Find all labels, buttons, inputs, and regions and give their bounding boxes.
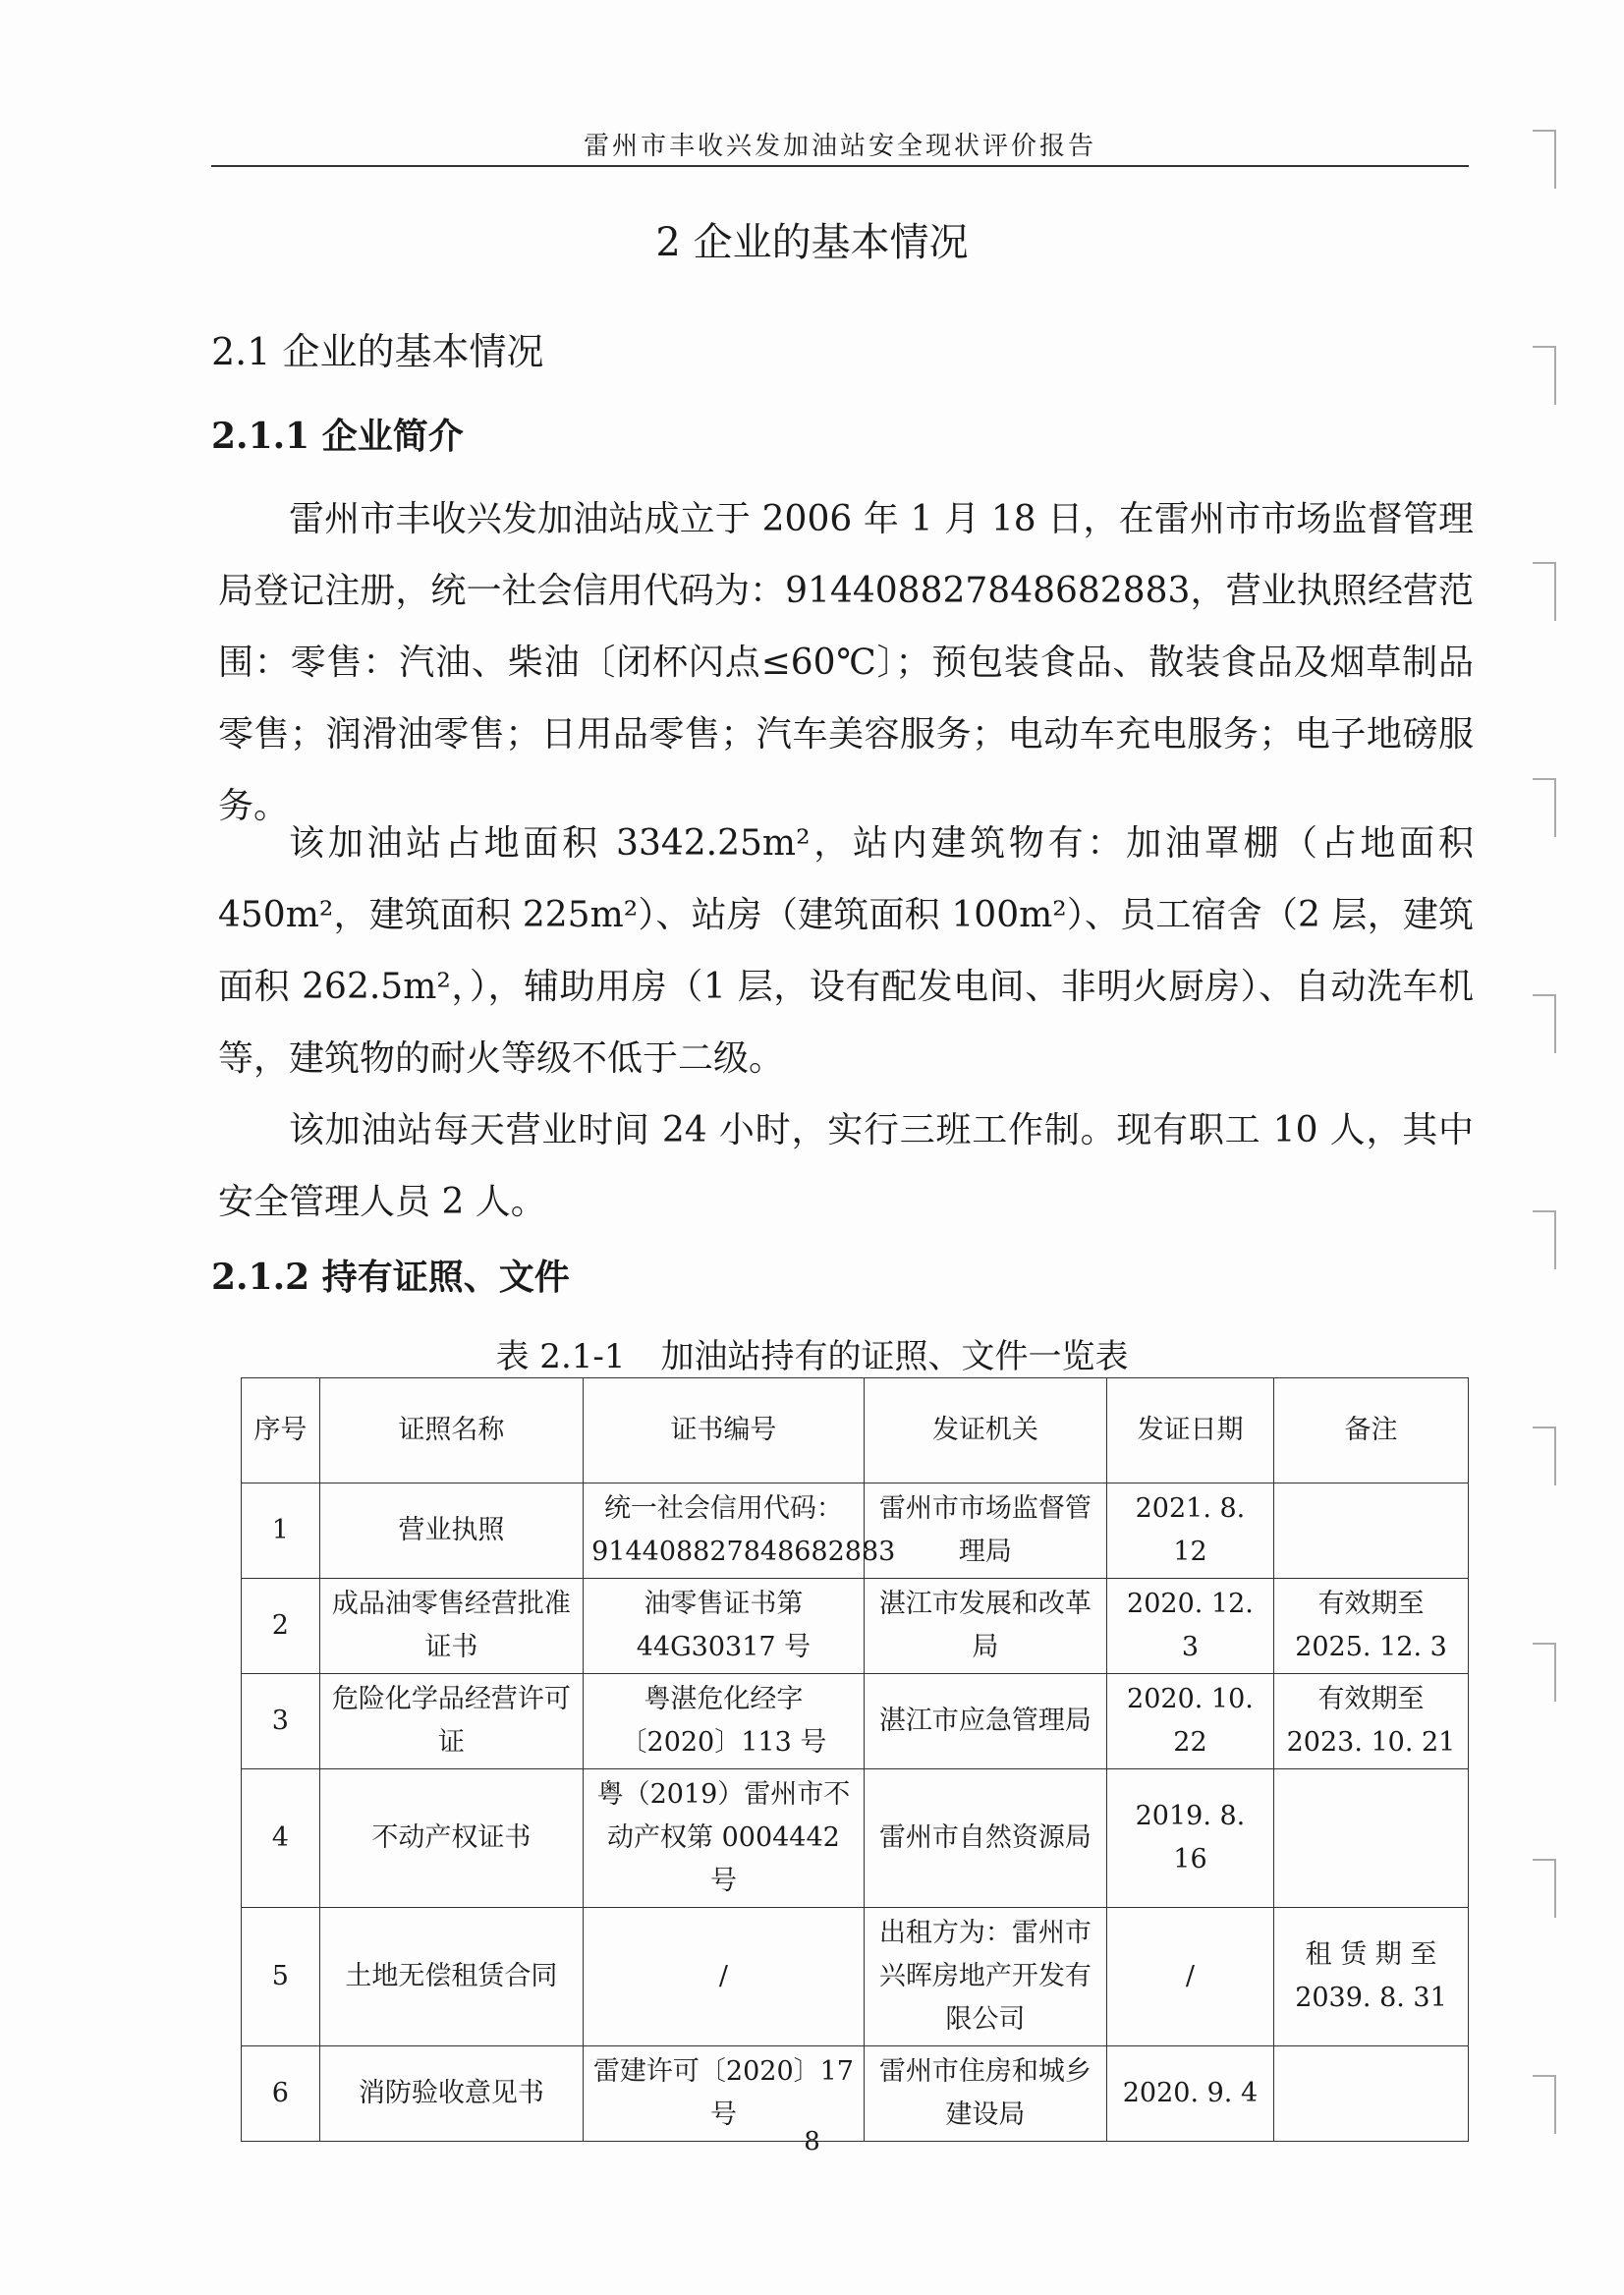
cell-issue-date: 2021. 8. 12 xyxy=(1106,1483,1273,1579)
cell-seq: 1 xyxy=(242,1483,320,1579)
cell-cert-number: 油零售证书第44G30317 号 xyxy=(584,1579,865,1674)
cell-cert-name: 危险化学品经营许可证 xyxy=(319,1674,583,1769)
cell-cert-number: 统一社会信用代码：914408827848682883 xyxy=(584,1483,865,1579)
cell-issue-date: 2020. 10. 22 xyxy=(1106,1674,1273,1769)
cell-seq: 5 xyxy=(242,1908,320,2046)
table-caption-code: 表 2.1-1 xyxy=(495,1337,626,1376)
cell-cert-number: 粤（2019）雷州市不动产权第 0004442 号 xyxy=(584,1769,865,1908)
paragraph-facilities: 该加油站占地面积 3342.25m²，站内建筑物有：加油罩棚（占地面积 450m²，建筑面积 225m²）、站房（建筑面积 100m²）、员工宿舍（2 层，建筑面积 262.5m²，），辅助用房（1 层，设有配发电间、非明火厨房）、自动洗车机等，建筑物的耐火等级不低于二级。 xyxy=(218,823,1474,1079)
certificates-table xyxy=(241,1377,1469,2142)
header-cert-number: 证书编号 xyxy=(584,1378,865,1483)
binding-mark xyxy=(1533,778,1556,837)
cell-remarks xyxy=(1273,1483,1468,1579)
cell-issuer: 出租方为：雷州市兴晖房地产开发有限公司 xyxy=(864,1908,1106,2046)
cell-seq: 2 xyxy=(242,1579,320,1674)
paragraph-operations: 该加油站每天营业时间 24 小时，实行三班工作制。现有职工 10 人，其中安全管理人员 2 人。 xyxy=(218,1110,1474,1222)
page-number: 8 xyxy=(804,2127,820,2156)
cell-issuer: 湛江市应急管理局 xyxy=(864,1674,1106,1769)
header-rule xyxy=(211,165,1469,167)
cell-cert-name: 成品油零售经营批准证书 xyxy=(319,1579,583,1674)
cell-seq: 3 xyxy=(242,1674,320,1769)
cell-seq: 6 xyxy=(242,2046,320,2142)
header-seq: 序号 xyxy=(242,1378,320,1483)
binding-mark xyxy=(1533,346,1556,405)
chapter-title: 2 企业的基本情况 xyxy=(655,220,969,265)
header-cert-name: 证照名称 xyxy=(319,1378,583,1483)
table-header-row xyxy=(242,1378,1469,1483)
paragraph-intro: 雷州市丰收兴发加油站成立于 2006 年 1 月 18 日，在雷州市市场监督管理局登记注册，统一社会信用代码为：914408827848682883，营业执照经营范围：零售：汽油、柴油〔闭杯闪点≤60℃〕；预包装食品、散装食品及烟草制品零售；润滑油零售；日用品零售；汽车美容服务；电动车充电服务；电子地磅服务。 xyxy=(218,499,1474,826)
subsection-title-certificates: 2.1.2 持有证照、文件 xyxy=(211,1257,570,1298)
running-header: 雷州市丰收兴发加油站安全现状评价报告 xyxy=(583,132,1096,161)
cell-remarks xyxy=(1273,1769,1468,1908)
table-row xyxy=(242,1674,1469,1769)
cell-issuer: 雷州市市场监督管理局 xyxy=(864,1483,1106,1579)
table-row xyxy=(242,1483,1469,1579)
binding-mark xyxy=(1533,562,1556,621)
cell-issue-date: / xyxy=(1106,1908,1273,2046)
table-row xyxy=(242,1579,1469,1674)
table-row xyxy=(242,1769,1469,1908)
cell-remarks: 租 赁 期 至2039. 8. 31 xyxy=(1273,1908,1468,2046)
cell-cert-number: 粤湛危化经字〔2020〕113 号 xyxy=(584,1674,865,1769)
cell-cert-number: / xyxy=(584,1908,865,2046)
cell-seq: 4 xyxy=(242,1769,320,1908)
binding-mark xyxy=(1533,130,1556,189)
cell-issuer: 雷州市住房和城乡建设局 xyxy=(864,2046,1106,2142)
cell-issue-date: 2019. 8. 16 xyxy=(1106,1769,1273,1908)
cell-cert-name: 不动产权证书 xyxy=(319,1769,583,1908)
cell-cert-name: 营业执照 xyxy=(319,1483,583,1579)
cell-cert-number: 雷建许可〔2020〕17号 xyxy=(584,2046,865,2142)
binding-marks xyxy=(1533,0,1592,2295)
binding-mark xyxy=(1533,1427,1556,1485)
binding-mark xyxy=(1533,1859,1556,1918)
table-caption xyxy=(0,1329,1624,1377)
table-caption-text: 加油站持有的证照、文件一览表 xyxy=(660,1337,1129,1376)
subsection-title-intro: 2.1.1 企业简介 xyxy=(211,416,464,457)
table-row xyxy=(242,1908,1469,2046)
header-remarks: 备注 xyxy=(1273,1378,1468,1483)
binding-mark xyxy=(1533,2075,1556,2134)
binding-mark xyxy=(1533,994,1556,1053)
binding-mark xyxy=(1533,1643,1556,1702)
header-issue-date: 发证日期 xyxy=(1106,1378,1273,1483)
cell-remarks: 有效期至2025. 12. 3 xyxy=(1273,1579,1468,1674)
cell-issuer: 湛江市发展和改革局 xyxy=(864,1579,1106,1674)
cell-cert-name: 消防验收意见书 xyxy=(319,2046,583,2142)
cell-issuer: 雷州市自然资源局 xyxy=(864,1769,1106,1908)
cell-cert-name: 土地无偿租赁合同 xyxy=(319,1908,583,2046)
header-issuer: 发证机关 xyxy=(864,1378,1106,1483)
cell-issue-date: 2020. 9. 4 xyxy=(1106,2046,1273,2142)
cell-remarks: 有效期至2023. 10. 21 xyxy=(1273,1674,1468,1769)
section-title: 2.1 企业的基本情况 xyxy=(211,330,544,373)
cell-issue-date: 2020. 12. 3 xyxy=(1106,1579,1273,1674)
binding-mark xyxy=(1533,1210,1556,1269)
